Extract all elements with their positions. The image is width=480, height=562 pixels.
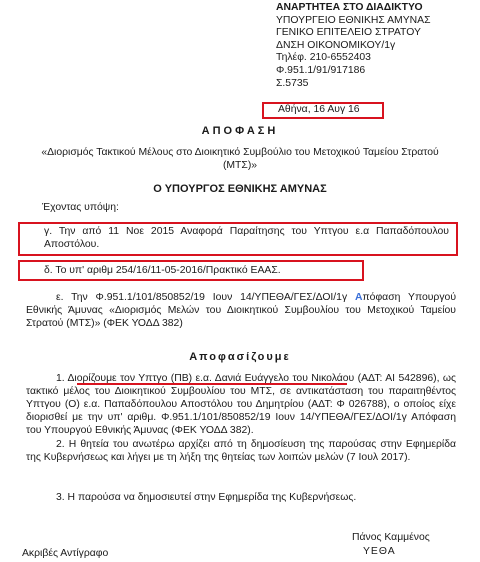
article-3: 3. Η παρούσα να δημοσιευτεί στην Εφημερίδα της Κυβερνήσεως. [56, 492, 357, 503]
para-e-start: ε. Την Φ.951.1/101/850852/19 Ιουν 14/ΥΠΕΘΑ/ΓΕΣ/ΔΟΙ/1γ [56, 292, 355, 303]
article-1-underline [77, 383, 347, 385]
document-subject: «Διορισμός Τακτικού Μέλους στο Διοικητικό Συμβούλιο του Μετοχικού Ταμείου Στρατού (ΜΤΣ)» [41, 147, 439, 171]
document-header [276, 2, 476, 90]
true-copy-label: Ακριβές Αντίγραφο [22, 548, 109, 559]
header-protocol: Σ.5735 [276, 77, 309, 89]
para-e-marked-letter: Α [354, 292, 363, 303]
header-staff: ΓΕΝΙΚΟ ΕΠΙΤΕΛΕΙΟ ΣΤΡΑΤΟΥ [276, 27, 421, 39]
para-delta: δ. Το υπ' αριθμ 254/16/11-05-2016/Πρακτικό ΕΑΑΣ. [44, 265, 281, 276]
header-ministry: ΥΠΟΥΡΓΕΙΟ ΕΘΝΙΚΗΣ ΑΜΥΝΑΣ [276, 14, 431, 26]
para-e [26, 291, 456, 330]
document-date: Αθήνα, 16 Αυγ 16 [278, 104, 360, 115]
header-posted-line: ΑΝΑΡΤΗΤΕΑ ΣΤΟ ΔΙΑΔΙΚΤΥΟ [276, 2, 423, 13]
para-e-rest: πόφαση Υπουργού Εθνικής Άμυνας «Διορισμός Μελών του Διοικητικού Συμβουλίου του Μετοχικού Ταμείου Στρατού (ΜΤΣ)» (ΦΕΚ ΥΟΔΔ 382) [26, 292, 456, 329]
header-file-ref: Φ.951.1/91/917186 [276, 64, 366, 76]
header-directorate: ΔΝΣΗ ΟΙΚΟΝΟΜΙΚΟΥ/1γ [276, 39, 396, 51]
article-1: 1. Διορίζουμε τον Υπτγο (ΠΒ) ε.α. Δανιά Ευάγγελο του Νικολάου (ΑΔΤ: ΑΙ 542896), ως τακτικό μέλος του Διοικητικού Συμβουλίου του ΜΤΣ, σε αντικατάσταση του παραιτηθέντος Υπτγου (Ο) ε.α. Παπαδόπουλου Αποστόλου του Δημητρίου (ΑΔΤ: Φ 026788), ο οποίος είχε διορισθεί με την υπ' αριθμ. Φ.951.1/101/850852/19 Ιουν 14/ΥΠΕΘΑ/ΓΕΣ/ΔΟΙ/1γ Απόφαση του Υπουργού Εθνικής Άμυνας (ΦΕΚ ΥΟΔΔ 382). [26, 373, 456, 436]
minister-heading: Ο ΥΠΟΥΡΓΟΣ ΕΘΝΙΚΗΣ ΑΜΥΝΑΣ [153, 183, 327, 195]
signature-title: ΥΕΘΑ [363, 546, 396, 557]
considering-label: Έχοντας υπόψη: [42, 202, 119, 213]
document-title: ΑΠΟΦΑΣΗ [201, 125, 279, 137]
article-2: 2. Η θητεία του ανωτέρω αρχίζει από τη δημοσίευση της παρούσας στην Εφημερίδα της Κυβερνήσεως και λήγει με τη λήξη της θητείας των λοιπών μελών (7 Ιουλ 2017). [26, 439, 456, 463]
para-gamma: γ. Την από 11 Νοε 2015 Αναφορά Παραίτησης του Υπτγου ε.α Παπαδόπουλου Αποστόλου. [44, 226, 449, 250]
signature-name: Πάνος Καμμένος [352, 532, 430, 543]
header-phone: Τηλέφ. 210-6552403 [276, 52, 371, 64]
decision-heading: Αποφασίζουμε [189, 351, 291, 363]
